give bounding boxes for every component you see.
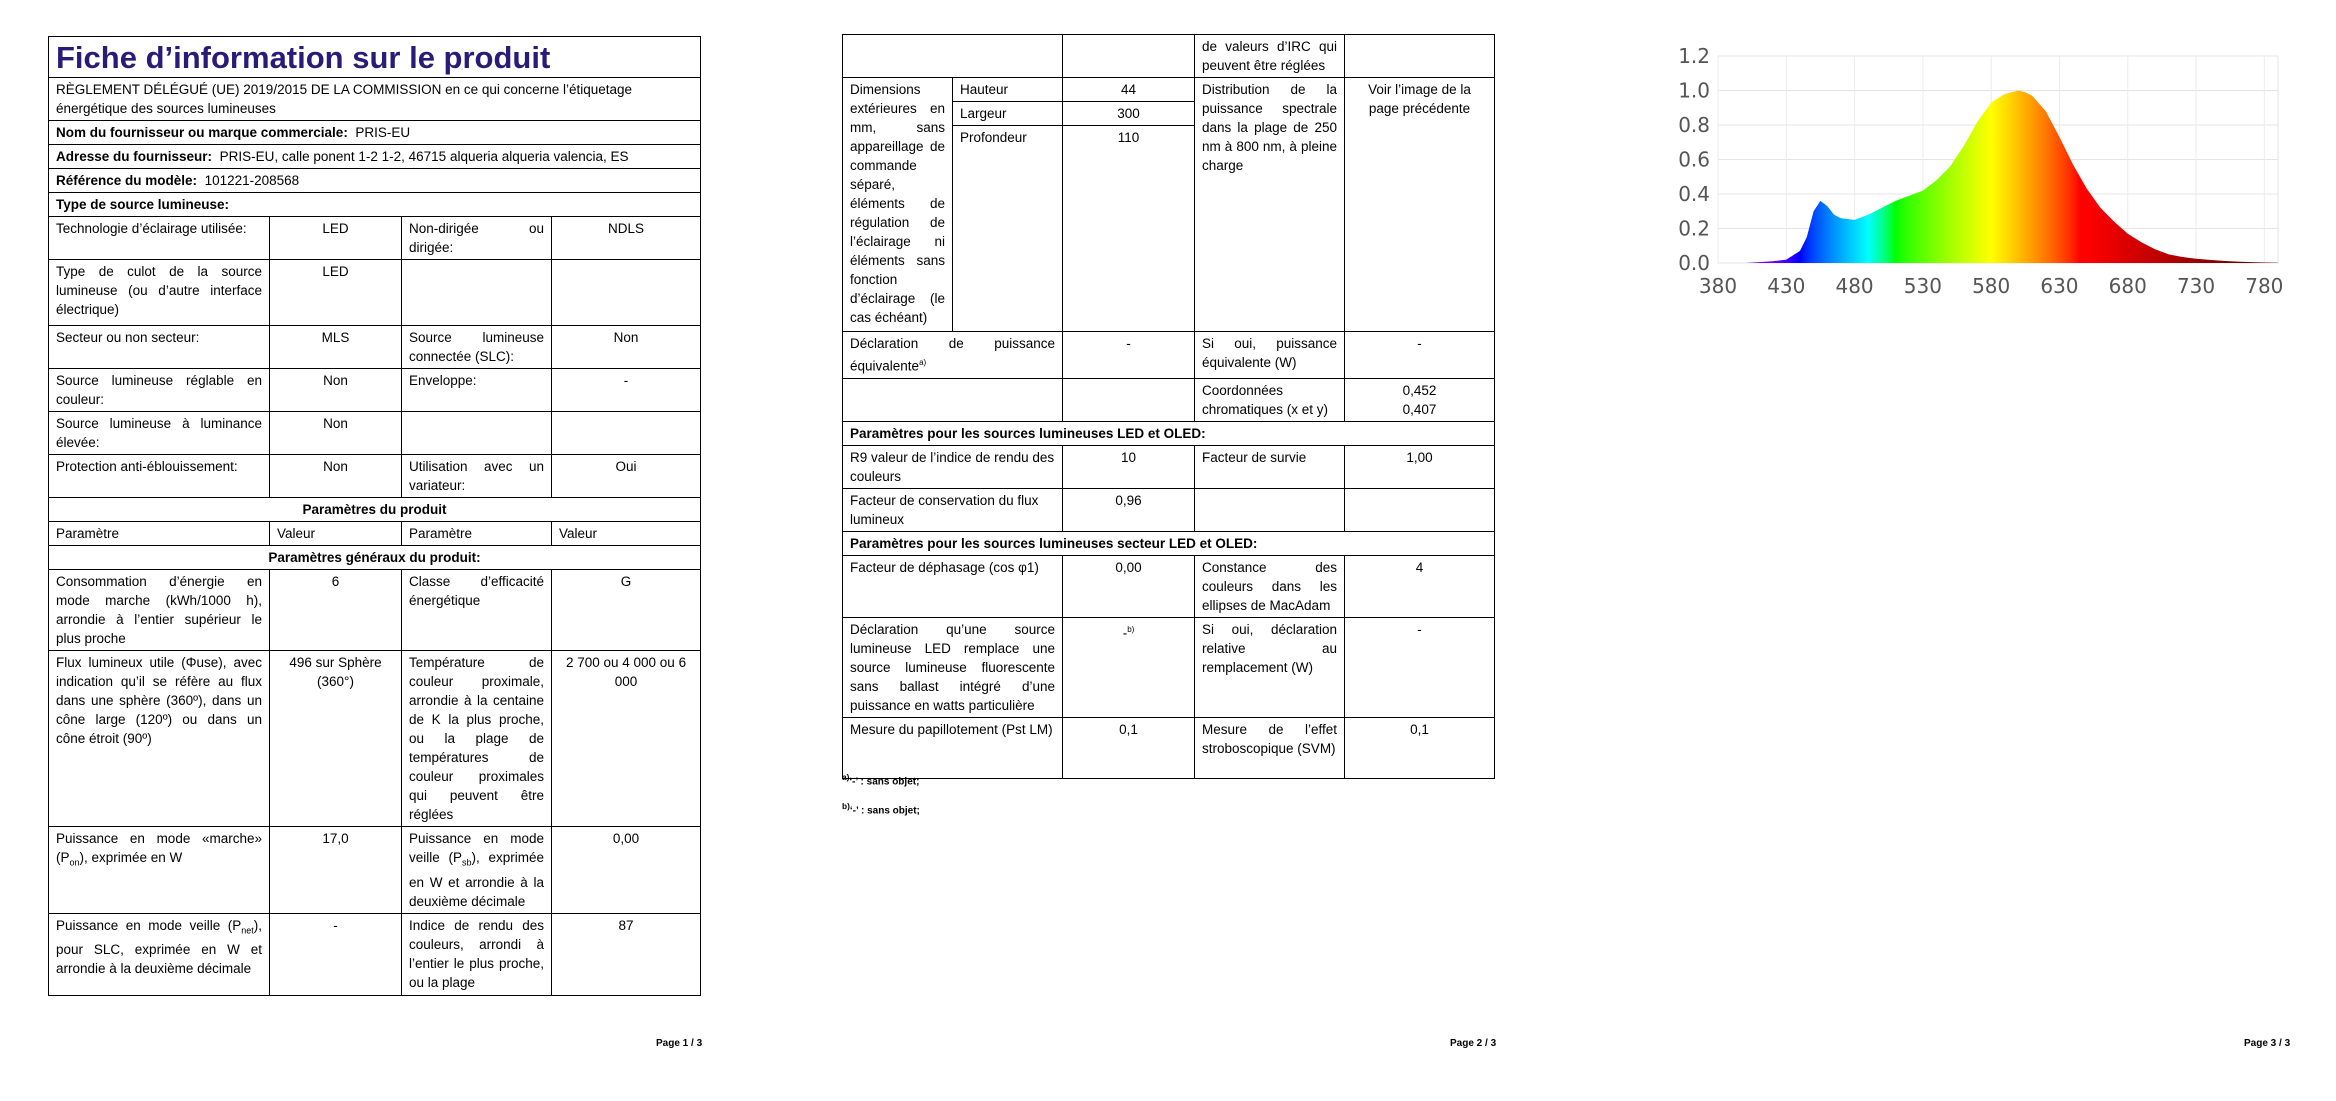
page-number: Page 1 / 3	[656, 1038, 703, 1049]
footnote-b-text: ‘-’ : sans objet;	[849, 805, 920, 817]
x-tick-label: 530	[1903, 274, 1942, 298]
footnote-b	[842, 794, 920, 823]
empty-cell	[552, 260, 701, 326]
antiglare-value: Non	[270, 455, 402, 498]
dimmer-label: Utilisation avec un variateur:	[402, 455, 552, 498]
chromaticity-x: 0,452	[1402, 382, 1437, 398]
connected-label: Source lumineuse connectée (SLC):	[402, 326, 552, 369]
r9-label: R9 valeur de l’indice de rendu des couleurs	[843, 445, 1063, 488]
y-tick-label: 0.0	[1678, 251, 1710, 275]
cct-value: 2 700 ou 4 000 ou 6 000	[552, 651, 701, 827]
supplier-address-label: Adresse du fournisseur:	[56, 149, 213, 164]
networked-subscript: net	[241, 925, 254, 936]
empty-cell	[1195, 488, 1345, 531]
survival-factor-label: Facteur de survie	[1195, 445, 1345, 488]
lumen-maintenance-value: 0,96	[1063, 488, 1195, 531]
x-tick-label: 380	[1698, 274, 1738, 298]
antiglare-label: Protection anti-éblouissement:	[49, 455, 270, 498]
macadam-label: Constance des couleurs dans les ellipses de MacAdam	[1195, 555, 1345, 617]
cri-value: 87	[552, 913, 701, 995]
col-header-value: Valeur	[552, 522, 701, 546]
standby-power-label-a: Puissance en mode veille (P	[409, 831, 544, 865]
cri-label-continued: de valeurs d’IRC qui peuvent être réglées	[1195, 35, 1345, 78]
equivalent-power-value: -	[1063, 332, 1195, 379]
power-factor-value: 0,00	[1063, 555, 1195, 617]
page-3	[1558, 0, 2336, 1101]
stroboscopic-label: Mesure de l’effet stroboscopique (SVM)	[1195, 717, 1345, 778]
colour-tunable-label: Source lumineuse réglable en couleur:	[49, 369, 270, 412]
consumption-label: Consommation d’énergie en mode marche (kWh/1000 h), arrondie à l’entier supérieur le plus proche	[49, 570, 270, 651]
product-info-table	[48, 36, 701, 996]
x-tick-label: 730	[2176, 274, 2216, 298]
efficiency-class-label: Classe d’efficacité énergétique	[402, 570, 552, 651]
depth-label: Profondeur	[953, 126, 1063, 332]
supplier-name-value: PRIS-EU	[355, 125, 411, 140]
x-tick-label: 580	[1972, 274, 2011, 298]
on-mode-power-label-b: ), exprimée en W	[79, 850, 183, 865]
flicker-value: 0,1	[1063, 717, 1195, 778]
empty-cell	[1063, 378, 1195, 421]
model-ref-row	[49, 169, 701, 193]
model-ref-label: Référence du modèle:	[56, 173, 198, 188]
footnote-a-label: a)	[842, 772, 850, 782]
empty-cell	[1345, 488, 1495, 531]
spectral-distribution-chart	[1658, 40, 2298, 320]
spectral-distribution-value: Voir l’image de la page précédente	[1345, 78, 1495, 332]
cct-label: Température de couleur proximale, arrondie à la centaine de K la plus proche, ou la plage de températures de couleur proximales qui peuvent être réglées	[402, 651, 552, 827]
luminous-flux-label: Flux lumineux utile (Φuse), avec indication qu’il se réfère au flux dans une sphère (360º), dans un cône large (120º) ou dans un cône étroit (90º)	[49, 651, 270, 827]
tech-value: LED	[270, 217, 402, 260]
led-replacement-dash: -	[1122, 625, 1128, 640]
col-header-param: Paramètre	[402, 522, 552, 546]
on-mode-power-label-a: Puissance en mode «marche» (P	[56, 831, 262, 865]
envelope-value: -	[552, 369, 701, 412]
x-tick-label: 430	[1767, 274, 1806, 298]
dimmer-value: Oui	[552, 455, 701, 498]
replacement-w-label: Si oui, déclaration relative au remplacement (W)	[1195, 617, 1345, 717]
consumption-value: 6	[270, 570, 402, 651]
on-mode-subscript: on	[69, 857, 80, 868]
x-tick-label: 680	[2108, 274, 2147, 298]
x-tick-label: 630	[2040, 274, 2079, 298]
stroboscopic-value: 0,1	[1345, 717, 1495, 778]
empty-cell	[402, 412, 552, 455]
empty-cell	[843, 378, 1063, 421]
empty-cell	[1345, 35, 1495, 78]
cri-label: Indice de rendu des couleurs, arrondi à l’entier le plus proche, ou la plage	[402, 913, 552, 995]
y-tick-label: 0.8	[1678, 113, 1710, 137]
mains-label: Secteur ou non secteur:	[49, 326, 270, 369]
luminous-flux-value: 496 sur Sphère (360°)	[270, 651, 402, 827]
supplier-address-row	[49, 145, 701, 169]
product-params-header: Paramètres du produit	[49, 498, 701, 522]
footnote-a	[842, 765, 920, 794]
power-factor-label: Facteur de déphasage (cos φ1)	[843, 555, 1063, 617]
width-label: Largeur	[953, 102, 1063, 126]
empty-cell	[552, 412, 701, 455]
standby-power-value: 0,00	[552, 827, 701, 914]
networked-standby-label	[49, 913, 270, 995]
product-info-table-continued	[842, 34, 1495, 779]
page-1	[0, 0, 780, 1101]
y-tick-label: 0.2	[1678, 216, 1710, 241]
chromaticity-y: 0,407	[1402, 401, 1437, 417]
dimensions-label: Dimensions extérieures en mm, sans appareillage de commande séparé, éléments de régulation de l’éclairage ni éléments sans fonction d’éclairage (le cas échéant)	[843, 78, 953, 332]
colour-tunable-value: Non	[270, 369, 402, 412]
envelope-label: Enveloppe:	[402, 369, 552, 412]
page-number: Page 2 / 3	[1450, 1038, 1497, 1049]
equivalent-power-w-value: -	[1345, 332, 1495, 379]
equivalent-power-text: Déclaration de puissance équivalente	[850, 336, 1055, 374]
footnotes	[842, 765, 920, 824]
directional-label: Non-dirigée ou dirigée:	[402, 217, 552, 260]
empty-cell	[843, 35, 1063, 78]
survival-factor-value: 1,00	[1345, 445, 1495, 488]
networked-standby-value: -	[270, 913, 402, 995]
standby-power-label-b: ), exprimée en W et arrondie à la deuxième décimale	[409, 850, 544, 909]
supplier-name-row	[49, 121, 701, 145]
footnote-b-label: b)	[842, 801, 850, 812]
general-params-header: Paramètres généraux du produit:	[49, 546, 701, 570]
spectral-distribution-label: Distribution de la puissance spectrale dans la plage de 250 nm à 800 nm, à pleine charge	[1195, 78, 1345, 332]
led-replacement-label: Déclaration qu’une source lumineuse LED remplace une source lumineuse fluorescente sans ballast intégré d’une puissance en watts particulière	[843, 617, 1063, 717]
cap-label: Type de culot de la source lumineuse (ou d’autre interface électrique)	[49, 260, 270, 326]
high-luminance-label: Source lumineuse à luminance élevée:	[49, 412, 270, 455]
chromaticity-value	[1345, 378, 1495, 421]
on-mode-power-label	[49, 827, 270, 914]
height-value: 44	[1063, 78, 1195, 102]
empty-cell	[402, 260, 552, 326]
lumen-maintenance-label: Facteur de conservation du flux lumineux	[843, 488, 1063, 531]
flicker-label: Mesure du papillotement (Pst LM)	[843, 717, 1063, 778]
col-header-param: Paramètre	[49, 522, 270, 546]
connected-value: Non	[552, 326, 701, 369]
macadam-value: 4	[1345, 555, 1495, 617]
empty-cell	[1063, 35, 1195, 78]
led-replacement-value	[1063, 617, 1195, 717]
supplier-name-label: Nom du fournisseur ou marque commerciale:	[56, 125, 348, 140]
page-title: Fiche d’information sur le produit	[49, 37, 701, 78]
mains-led-params-header: Paramètres pour les sources lumineuses secteur LED et OLED:	[843, 531, 1495, 555]
y-tick-label: 0.6	[1678, 147, 1710, 172]
y-tick-label: 1.2	[1678, 44, 1710, 68]
supplier-address-value: PRIS-EU, calle ponent 1-2 1-2, 46715 alqueria alqueria valencia, ES	[219, 149, 629, 164]
standby-subscript: sb	[461, 857, 472, 868]
footnote-b-mark: b)	[1127, 624, 1135, 634]
regulation-text: RÈGLEMENT DÉLÉGUÉ (UE) 2019/2015 DE LA COMMISSION en ce qui concerne l’étiquetage énergétique des sources lumineuses	[49, 78, 701, 121]
height-label: Hauteur	[953, 78, 1063, 102]
tech-label: Technologie d’éclairage utilisée:	[49, 217, 270, 260]
r9-value: 10	[1063, 445, 1195, 488]
standby-power-label	[402, 827, 552, 914]
depth-value: 110	[1063, 126, 1195, 332]
page-number: Page 3 / 3	[2244, 1038, 2291, 1049]
footnote-a-mark: a)	[919, 358, 927, 367]
on-mode-power-value: 17,0	[270, 827, 402, 914]
model-ref-value: 101221-208568	[204, 173, 300, 188]
width-value: 300	[1063, 102, 1195, 126]
high-luminance-value: Non	[270, 412, 402, 455]
networked-standby-label-a: Puissance en mode veille (P	[56, 917, 242, 933]
chromaticity-label: Coordonnées chromatiques (x et y)	[1195, 378, 1345, 421]
cap-value: LED	[270, 260, 402, 326]
equivalent-power-w-label: Si oui, puissance équivalente (W)	[1195, 332, 1345, 379]
led-params-header: Paramètres pour les sources lumineuses LED et OLED:	[843, 421, 1495, 445]
directional-value: NDLS	[552, 217, 701, 260]
mains-value: MLS	[270, 326, 402, 369]
x-tick-label: 780	[2245, 274, 2284, 298]
efficiency-class-value: G	[552, 570, 701, 651]
source-type-label: Type de source lumineuse:	[49, 193, 701, 217]
equivalent-power-label	[843, 332, 1063, 379]
footnote-a-text: ‘-’ : sans objet;	[849, 776, 920, 788]
networked-standby-label-b: ), pour SLC, exprimée en W et arrondie à la deuxième décimale	[56, 917, 262, 977]
y-tick-label: 0.4	[1678, 182, 1710, 206]
y-tick-label: 1.0	[1678, 78, 1710, 103]
col-header-value: Valeur	[270, 522, 402, 546]
replacement-w-value: -	[1345, 617, 1495, 717]
x-tick-label: 480	[1835, 274, 1874, 298]
page-2	[780, 0, 1558, 1101]
